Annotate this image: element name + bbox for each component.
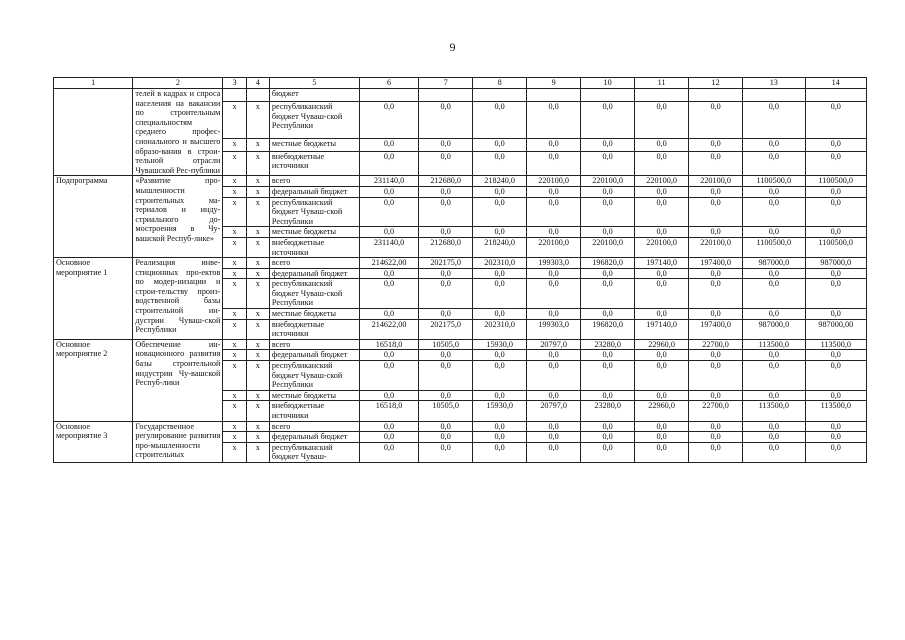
code-cell: x [223,350,246,361]
funding-source-cell: всего [269,258,359,269]
value-cell: 15930,0 [473,401,527,421]
table-row [54,339,867,350]
value-cell: 197400,0 [689,258,743,269]
value-cell: 0,0 [419,197,473,227]
funding-source-cell: федеральный бюджет [269,432,359,443]
value-cell: 0,0 [419,186,473,197]
code-cell: x [246,390,269,401]
value-cell: 0,0 [635,309,689,320]
code-cell: x [246,361,269,391]
funding-source-cell: республиканский бюджет Чуваш-ской Республики [269,279,359,309]
value-cell: 0,0 [581,442,635,462]
value-cell: 0,0 [359,186,418,197]
value-cell: 22700,0 [689,401,743,421]
header-cell: 10 [581,78,635,89]
code-cell: x [246,350,269,361]
value-cell: 0,0 [581,279,635,309]
page-number: 9 [449,40,456,54]
value-cell: 0,0 [581,197,635,227]
value-cell: 0,0 [689,309,743,320]
code-cell: x [246,227,269,238]
value-cell: 0,0 [689,227,743,238]
code-cell: x [223,258,246,269]
value-cell: 0,0 [359,102,418,139]
funding-source-cell: местные бюджеты [269,390,359,401]
value-cell: 0,0 [581,186,635,197]
value-cell: 0,0 [689,432,743,443]
code-cell: x [246,442,269,462]
value-cell: 0,0 [689,138,743,151]
value-cell: 15930,0 [473,339,527,350]
value-cell: 0,0 [419,361,473,391]
value-cell: 214622,00 [359,319,418,339]
value-cell: 0,0 [581,268,635,279]
value-cell: 0,0 [359,309,418,320]
funding-source-cell: местные бюджеты [269,309,359,320]
value-cell: 0,0 [743,390,805,401]
value-cell: 0,0 [635,186,689,197]
value-cell: 0,0 [527,279,581,309]
value-cell: 220100,0 [635,176,689,187]
program-description-cell: телей в кадрах и спроса населения на вакансии по строительным специальностям среднего профес-сионального и высшего образо-вания в строи-тельной отрасли Чувашской Рес-публики [133,89,223,176]
value-cell: 0,0 [359,442,418,462]
value-cell: 22700,0 [689,339,743,350]
value-cell: 202175,0 [419,319,473,339]
value-cell: 0,0 [743,102,805,139]
value-cell: 0,0 [581,390,635,401]
value-cell [419,89,473,102]
value-cell: 0,0 [689,197,743,227]
value-cell: 0,0 [635,350,689,361]
funding-source-cell: республиканский бюджет Чуваш-ской Республики [269,361,359,391]
header-cell: 13 [743,78,805,89]
value-cell: 0,0 [689,350,743,361]
header-row [54,78,867,89]
value-cell: 0,0 [359,279,418,309]
code-cell: x [246,151,269,176]
funding-source-cell: внебюджетные источники [269,319,359,339]
value-cell: 1100500,0 [743,176,805,187]
value-cell: 0,0 [473,432,527,443]
code-cell: x [246,401,269,421]
value-cell: 0,0 [805,421,866,432]
value-cell: 113500,0 [805,401,866,421]
value-cell: 0,0 [743,186,805,197]
value-cell: 0,0 [527,151,581,176]
value-cell: 987000,0 [805,258,866,269]
value-cell: 197140,0 [635,258,689,269]
value-cell: 231140,0 [359,176,418,187]
funding-source-cell: внебюджетные источники [269,237,359,257]
table-row [54,89,867,102]
value-cell: 0,0 [635,268,689,279]
value-cell: 22960,0 [635,339,689,350]
code-cell: x [223,268,246,279]
code-cell: x [223,197,246,227]
value-cell: 0,0 [527,390,581,401]
table-row [54,421,867,432]
header-cell: 7 [419,78,473,89]
header-cell: 1 [54,78,133,89]
value-cell: 0,0 [805,350,866,361]
funding-source-cell: республиканский бюджет Чуваш-ской Республики [269,197,359,227]
value-cell: 0,0 [359,138,418,151]
funding-source-cell: республиканский бюджет Чуваш-ской Республики [269,102,359,139]
value-cell: 202310,0 [473,319,527,339]
value-cell: 0,0 [419,390,473,401]
value-cell: 196820,0 [581,319,635,339]
value-cell: 113500,0 [805,339,866,350]
code-cell: x [223,442,246,462]
code-cell: x [246,197,269,227]
header-cell: 8 [473,78,527,89]
value-cell: 0,0 [635,390,689,401]
code-cell: x [246,421,269,432]
value-cell: 987000,0 [743,258,805,269]
value-cell: 0,0 [527,432,581,443]
funding-source-cell: федеральный бюджет [269,186,359,197]
value-cell: 0,0 [635,102,689,139]
funding-source-cell: внебюджетные источники [269,401,359,421]
value-cell: 0,0 [743,268,805,279]
header-cell: 2 [133,78,223,89]
value-cell: 0,0 [419,279,473,309]
value-cell: 16518,0 [359,339,418,350]
value-cell: 0,0 [581,102,635,139]
value-cell: 0,0 [635,432,689,443]
code-cell: x [246,186,269,197]
value-cell: 0,0 [581,151,635,176]
code-cell: x [223,432,246,443]
value-cell: 1100500,0 [805,176,866,187]
value-cell: 0,0 [805,432,866,443]
value-cell: 197400,0 [689,319,743,339]
value-cell: 220100,0 [581,176,635,187]
value-cell [805,89,866,102]
value-cell: 0,0 [419,432,473,443]
value-cell: 0,0 [805,197,866,227]
header-cell: 14 [805,78,866,89]
budget-table [53,77,867,463]
value-cell: 0,0 [743,442,805,462]
value-cell: 10505,0 [419,401,473,421]
program-description-cell: Обеспечение ин-новационного развития базы строительной индустрии Чу-вашской Респуб-лики [133,339,223,421]
value-cell: 0,0 [805,138,866,151]
value-cell: 23280,0 [581,401,635,421]
value-cell: 199303,0 [527,258,581,269]
value-cell: 0,0 [473,186,527,197]
value-cell: 0,0 [635,279,689,309]
funding-source-cell: всего [269,421,359,432]
value-cell: 0,0 [743,421,805,432]
value-cell [473,89,527,102]
value-cell: 0,0 [689,279,743,309]
value-cell: 0,0 [473,421,527,432]
value-cell: 220100,0 [635,237,689,257]
value-cell: 0,0 [473,390,527,401]
value-cell: 0,0 [805,442,866,462]
value-cell: 0,0 [473,309,527,320]
program-description-cell: Реализация инве-стиционных про-ектов по модер-низации и строи-тельству произ-водственной базы строительной ин-дустрии Чуваш-ской Республики [133,258,223,340]
code-cell: x [246,258,269,269]
table-row [54,176,867,187]
value-cell: 0,0 [359,227,418,238]
value-cell: 0,0 [743,350,805,361]
value-cell: 16518,0 [359,401,418,421]
header-cell: 4 [246,78,269,89]
value-cell: 0,0 [473,227,527,238]
value-cell: 0,0 [527,186,581,197]
value-cell: 0,0 [743,279,805,309]
value-cell: 0,0 [689,361,743,391]
value-cell: 220100,0 [581,237,635,257]
value-cell: 0,0 [805,102,866,139]
value-cell: 0,0 [635,138,689,151]
code-cell: x [246,309,269,320]
value-cell: 0,0 [473,151,527,176]
funding-source-cell: местные бюджеты [269,227,359,238]
value-cell: 0,0 [805,268,866,279]
value-cell: 0,0 [473,350,527,361]
funding-source-cell: внебюджетные источники [269,151,359,176]
value-cell: 0,0 [527,138,581,151]
value-cell: 0,0 [689,390,743,401]
value-cell: 0,0 [581,421,635,432]
value-cell: 0,0 [581,227,635,238]
code-cell: x [246,237,269,257]
value-cell: 199303,0 [527,319,581,339]
code-cell: x [223,390,246,401]
value-cell: 0,0 [805,361,866,391]
value-cell: 0,0 [419,268,473,279]
code-cell: x [223,186,246,197]
code-cell: x [223,421,246,432]
value-cell: 0,0 [743,361,805,391]
value-cell: 0,0 [527,268,581,279]
header-cell: 3 [223,78,246,89]
funding-source-cell: всего [269,339,359,350]
code-cell: x [246,138,269,151]
value-cell: 0,0 [743,151,805,176]
code-cell: x [223,237,246,257]
value-cell: 113500,0 [743,401,805,421]
code-cell: x [223,138,246,151]
header-cell: 12 [689,78,743,89]
value-cell: 0,0 [473,361,527,391]
value-cell: 0,0 [473,138,527,151]
value-cell [359,89,418,102]
value-cell: 0,0 [419,227,473,238]
value-cell: 0,0 [635,197,689,227]
value-cell: 0,0 [359,390,418,401]
value-cell: 0,0 [689,102,743,139]
value-cell: 0,0 [527,442,581,462]
value-cell: 987000,00 [805,319,866,339]
header-cell: 9 [527,78,581,89]
funding-source-cell: местные бюджеты [269,138,359,151]
value-cell: 0,0 [527,102,581,139]
value-cell [689,89,743,102]
value-cell: 0,0 [635,442,689,462]
value-cell: 0,0 [473,268,527,279]
value-cell: 0,0 [419,350,473,361]
value-cell: 0,0 [805,309,866,320]
table-row [54,258,867,269]
value-cell: 220100,0 [689,237,743,257]
value-cell: 0,0 [581,138,635,151]
value-cell [743,89,805,102]
value-cell: 0,0 [419,102,473,139]
code-cell: x [223,279,246,309]
value-cell: 218240,0 [473,176,527,187]
value-cell: 10505,0 [419,339,473,350]
value-cell: 0,0 [419,151,473,176]
value-cell: 0,0 [473,197,527,227]
value-cell: 0,0 [581,361,635,391]
funding-source-cell: республиканский бюджет Чуваш- [269,442,359,462]
code-cell: x [223,309,246,320]
value-cell: 987000,0 [743,319,805,339]
value-cell: 113500,0 [743,339,805,350]
value-cell: 0,0 [527,227,581,238]
value-cell: 0,0 [635,151,689,176]
value-cell: 0,0 [359,432,418,443]
value-cell: 0,0 [635,227,689,238]
value-cell: 1100500,0 [743,237,805,257]
value-cell: 0,0 [359,421,418,432]
program-name-cell: Подпрограмма [54,176,133,258]
value-cell: 0,0 [527,421,581,432]
funding-source-cell: всего [269,176,359,187]
value-cell: 0,0 [581,350,635,361]
value-cell: 0,0 [359,268,418,279]
value-cell: 20797,0 [527,401,581,421]
code-cell: x [223,151,246,176]
code-cell: x [246,432,269,443]
header-cell: 6 [359,78,418,89]
value-cell: 0,0 [419,138,473,151]
value-cell [635,89,689,102]
value-cell: 0,0 [743,197,805,227]
value-cell: 22960,0 [635,401,689,421]
code-cell [246,89,269,102]
program-name-cell: Основное мероприятие 2 [54,339,133,421]
value-cell: 0,0 [359,350,418,361]
code-cell: x [246,279,269,309]
value-cell: 0,0 [473,279,527,309]
value-cell: 0,0 [419,442,473,462]
value-cell: 0,0 [473,442,527,462]
value-cell [581,89,635,102]
value-cell: 220100,0 [527,237,581,257]
code-cell: x [246,268,269,279]
program-description-cell: Государственное регулирование развития про-мышленности строительных [133,421,223,462]
code-cell: x [223,319,246,339]
value-cell: 0,0 [473,102,527,139]
funding-source-cell: бюджет [269,89,359,102]
value-cell: 0,0 [805,279,866,309]
value-cell: 0,0 [527,309,581,320]
value-cell: 0,0 [689,268,743,279]
program-name-cell: Основное мероприятие 3 [54,421,133,462]
value-cell: 0,0 [419,309,473,320]
value-cell: 0,0 [419,421,473,432]
header-cell: 5 [269,78,359,89]
value-cell: 202175,0 [419,258,473,269]
code-cell: x [246,176,269,187]
code-cell: x [223,361,246,391]
value-cell: 0,0 [581,309,635,320]
code-cell: x [246,319,269,339]
value-cell: 0,0 [805,151,866,176]
code-cell: x [223,176,246,187]
value-cell: 0,0 [689,186,743,197]
value-cell: 0,0 [805,186,866,197]
value-cell: 0,0 [635,361,689,391]
value-cell: 0,0 [527,350,581,361]
value-cell: 0,0 [527,361,581,391]
value-cell: 0,0 [689,442,743,462]
funding-source-cell: федеральный бюджет [269,350,359,361]
code-cell: x [246,102,269,139]
value-cell: 214622,00 [359,258,418,269]
code-cell: x [223,339,246,350]
value-cell: 220100,0 [527,176,581,187]
value-cell: 0,0 [635,421,689,432]
value-cell: 0,0 [743,227,805,238]
value-cell: 0,0 [743,432,805,443]
program-name-cell [54,89,133,176]
value-cell: 212680,0 [419,176,473,187]
code-cell: x [223,102,246,139]
code-cell: x [223,401,246,421]
value-cell: 0,0 [743,309,805,320]
code-cell [223,89,246,102]
value-cell: 23280,0 [581,339,635,350]
value-cell: 0,0 [805,227,866,238]
value-cell: 197140,0 [635,319,689,339]
value-cell: 212680,0 [419,237,473,257]
value-cell: 0,0 [527,197,581,227]
value-cell: 0,0 [359,197,418,227]
value-cell: 20797,0 [527,339,581,350]
value-cell: 202310,0 [473,258,527,269]
funding-source-cell: федеральный бюджет [269,268,359,279]
value-cell: 0,0 [359,151,418,176]
value-cell: 220100,0 [689,176,743,187]
program-description-cell: «Развитие про-мышленности строительных ма-териалов и инду-стриального до-мостроения в Чу-вашской Респуб-лике» [133,176,223,258]
header-cell: 11 [635,78,689,89]
value-cell: 196820,0 [581,258,635,269]
code-cell: x [223,227,246,238]
value-cell: 0,0 [689,421,743,432]
value-cell: 0,0 [359,361,418,391]
value-cell: 218240,0 [473,237,527,257]
value-cell: 0,0 [805,390,866,401]
value-cell: 1100500,0 [805,237,866,257]
value-cell: 0,0 [581,432,635,443]
value-cell: 0,0 [743,138,805,151]
value-cell: 231140,0 [359,237,418,257]
program-name-cell: Основное мероприятие 1 [54,258,133,340]
code-cell: x [246,339,269,350]
value-cell [527,89,581,102]
value-cell: 0,0 [689,151,743,176]
